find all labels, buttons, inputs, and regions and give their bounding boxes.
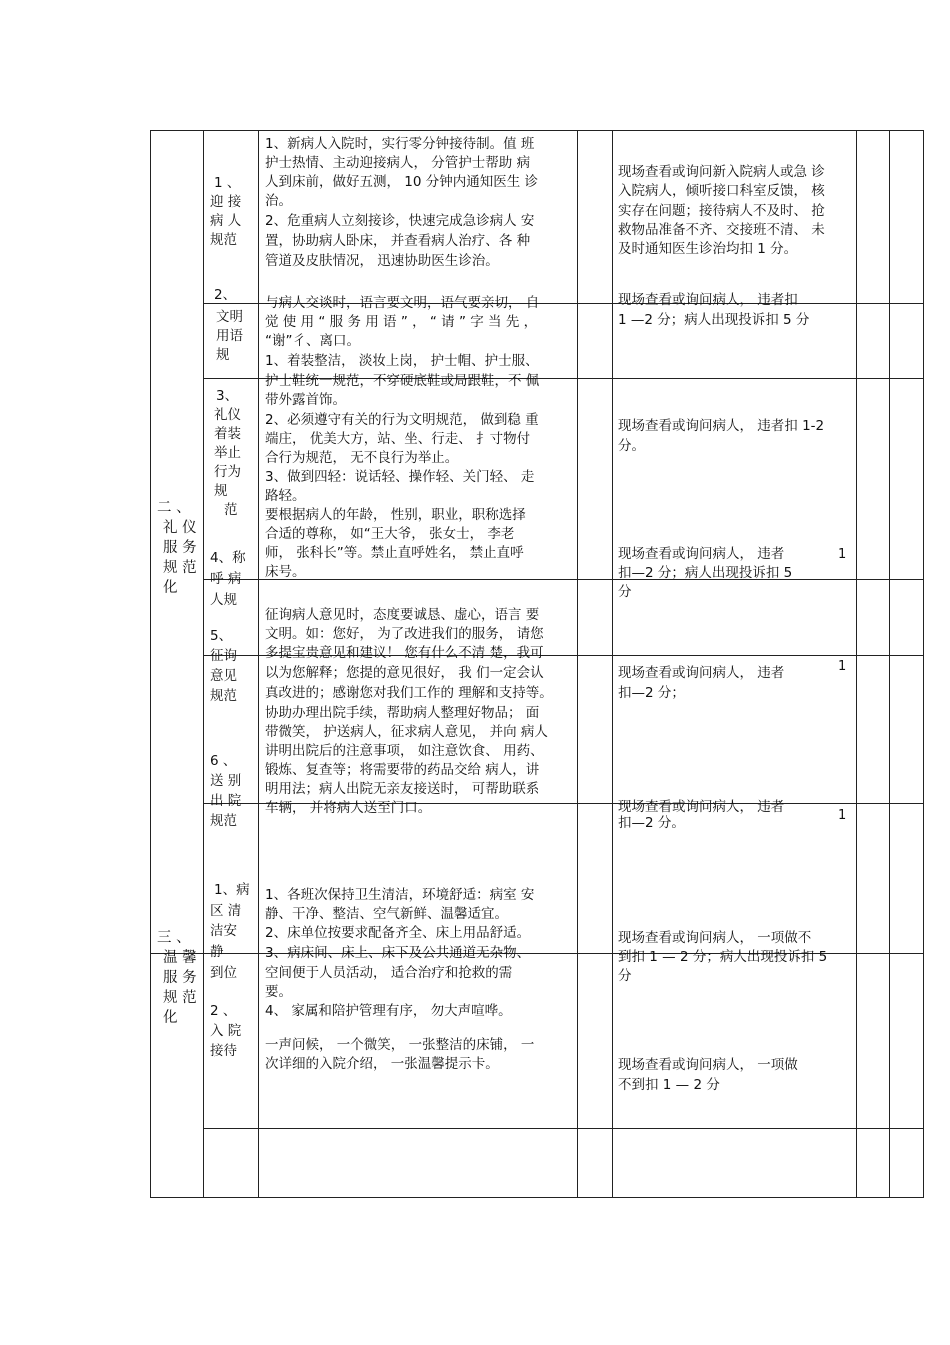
method-line: 现场查看或询问病人， 一项做	[618, 1057, 798, 1073]
content-line: 2、床单位按要求配备齐全、床上用品舒适。	[265, 925, 531, 941]
content-line: 3、做到四轻：说话轻、操作轻、关门轻、 走	[265, 469, 535, 485]
content-line: 人到床前，做好五测， 10 分钟内通知医生 诊	[265, 174, 539, 190]
method-line: 现场查看或询问病人， 违者扣 1-2	[618, 418, 825, 434]
content-line: 协助办理出院手续，帮助病人整理好物品； 面	[265, 705, 540, 721]
method-line: 分	[618, 968, 632, 984]
content-line: 空间便于人员活动， 适合治疗和抢救的需	[265, 965, 513, 981]
item-label-line: 人规	[210, 592, 237, 608]
item-label-line: 范	[224, 502, 238, 518]
method-line: 实存在问题；接待病人不及时、 抢	[618, 203, 825, 219]
method-line: 现场查看或询问病人， 违者	[618, 546, 785, 562]
content-line: 征询病人意见时，态度要诚恳、虚心，语言 要	[265, 607, 540, 623]
item-label-line: 送 别	[210, 773, 242, 789]
item-label-line: 迎 接	[210, 194, 242, 210]
item-label-line: 5、	[210, 628, 233, 644]
content-line: 护士鞋统一规范，不穿硬底鞋或局跟鞋，不 佩	[265, 373, 540, 389]
item-label-line: 文明	[216, 309, 243, 325]
content-line: 2、必须遵守有关的行为文明规范， 做到稳 重	[265, 412, 539, 428]
content-line: 路轻。	[265, 488, 306, 504]
item-label-line: 用语	[216, 328, 243, 344]
method-line: 入院病人，倾听接口科室反馈， 核	[618, 183, 825, 199]
item-label-line: 举止	[214, 445, 241, 461]
item-label-line: 入 院	[210, 1023, 242, 1039]
content-line: 4、 家属和陪护管理有序， 勿大声喧哗。	[265, 1003, 512, 1019]
method-line: 分。	[618, 438, 645, 454]
method-line: 到扣 1 — 2 分；病人出现投诉扣 5	[618, 949, 828, 965]
content-line: 与病人交谈时，语言要文明，语气要亲切， 自	[265, 295, 540, 311]
item-label-line: 行为	[214, 464, 241, 480]
content-line: 真改进的；感谢您对我们工作的 理解和支持等。	[265, 685, 553, 701]
item-label-line: 意见	[210, 668, 237, 684]
item-label-line: 规范	[210, 813, 237, 829]
score-value: 1	[838, 547, 847, 562]
content-line: 合行为规范， 无不良行为举止。	[265, 450, 459, 466]
item-label-line: 呼 病	[210, 571, 242, 587]
item-label-line: 规范	[210, 232, 237, 248]
item-label-line: 4、称	[210, 550, 246, 566]
content-line: 1、各班次保持卫生清洁，环境舒适：病室 安	[265, 887, 535, 903]
content-line: 置，协助病人卧床， 并查看病人治疗、各 种	[265, 233, 531, 249]
item-label-line: 区 清	[210, 903, 242, 919]
item-label-line: 病 人	[210, 213, 242, 229]
item-label-line: 礼仪	[214, 407, 241, 423]
method-line: 及时通知医生诊治均扣 1 分。	[618, 241, 798, 257]
section-title-line: 服 务	[163, 970, 197, 986]
item-label-line: 2 、	[210, 1003, 237, 1019]
content-line: 讲明出院后的注意事项， 如注意饮食、 用药、	[265, 743, 544, 759]
method-line: 扣—2 分；	[618, 685, 685, 701]
section-title-line: 规 范	[163, 990, 197, 1006]
method-line: 救物品准备不齐、交接班不清、 未	[618, 222, 825, 238]
content-line: 锻炼、复查等；将需要带的药品交给 病人，讲	[265, 762, 540, 778]
item-label-line: 1、病	[214, 882, 250, 898]
content-line: 2、危重病人立刻接诊，快速完成急诊病人 安	[265, 213, 535, 229]
section-title-line: 化	[163, 580, 178, 596]
content-line: 3、病床间、床上、床下及公共通道无杂物、	[265, 945, 531, 961]
section-title-line: 服 务	[163, 540, 197, 556]
content-line: 师， 张科长”等。禁止直呼姓名， 禁止直呼	[265, 545, 524, 561]
content-line: 一声问候， 一个微笑， 一张整洁的床铺， 一	[265, 1037, 535, 1053]
item-label-line: 征询	[210, 648, 237, 664]
content-line: 1、着装整洁， 淡妆上岗， 护士帽、护士服、	[265, 353, 539, 369]
item-label-line: 到位	[210, 965, 237, 981]
section-title-line: 礼 仪	[163, 520, 197, 536]
content-line: 床号。	[265, 564, 306, 580]
method-line: 现场查看或询问新入院病人或急 诊	[618, 164, 825, 180]
method-line: 扣—2 分；病人出现投诉扣 5	[618, 565, 793, 581]
section-title-line: 化	[163, 1010, 178, 1026]
item-label-line: 6 、	[210, 753, 237, 769]
content-line: 以为您解释；您提的意见很好， 我 们一定会认	[265, 665, 544, 681]
content-line: 次详细的入院介绍， 一张温馨提示卡。	[265, 1056, 499, 1072]
item-label-line: 规	[214, 483, 228, 499]
item-label-line: 规	[216, 347, 230, 363]
content-line: 管道及皮肤情况， 迅速协助医生诊治。	[265, 253, 499, 269]
method-line: 现场查看或询问病人， 违者	[618, 665, 785, 681]
content-line: 车辆， 并将病人送至门口。	[265, 800, 432, 816]
content-line: 治。	[265, 193, 292, 209]
content-line: 护士热情、主动迎接病人， 分管护士帮助 病	[265, 155, 531, 171]
item-label-line: 接待	[210, 1043, 237, 1059]
content-line: 文明。如：您好， 为了改进我们的服务， 请您	[265, 626, 544, 642]
item-label-line: 静	[210, 944, 224, 960]
content-line: 觉 使 用 “ 服 务 用 语 ” ， “ 请 ” 字 当 先 ，	[265, 314, 538, 330]
item-label-line: 着装	[214, 426, 241, 442]
method-line: 现场查看或询问病人， 违者扣	[618, 292, 798, 308]
score-value: 1	[838, 808, 847, 823]
content-line: 带外露首饰。	[265, 392, 346, 408]
content-line: 合适的尊称， 如“王大爷， 张女士， 李老	[265, 526, 515, 542]
content-line: 要根据病人的年龄， 性别，职业，职称选择	[265, 507, 526, 523]
content-line: “谢”彳、离口。	[265, 333, 360, 349]
section-title-line: 规 范	[163, 560, 197, 576]
content-line: 明用法；病人出院无亲友接送时， 可帮助联系	[265, 781, 540, 797]
section-number: 三 、	[157, 930, 191, 946]
method-line: 现场查看或询问病人， 一项做不	[618, 930, 812, 946]
content-line: 静、干净、整洁、空气新鲜、温馨适宜。	[265, 906, 508, 922]
item-label-line: 2、	[214, 287, 237, 303]
item-label-line: 3、	[216, 388, 239, 404]
method-line: 分	[618, 584, 632, 600]
content-line: 端庄， 优美大方，站、坐、行走、 扌寸物付	[265, 431, 531, 447]
score-value: 1	[838, 659, 847, 674]
method-line: 1 —2 分；病人出现投诉扣 5 分	[618, 312, 810, 328]
item-label-line: 1 、	[214, 175, 241, 191]
content-line: 要。	[265, 984, 292, 1000]
section-number: 二 、	[157, 500, 191, 516]
method-line: 扣—2 分。	[618, 815, 685, 831]
item-label-line: 洁安	[210, 923, 237, 939]
item-label-line: 出 院	[210, 793, 242, 809]
content-line: 1、新病人入院时，实行零分钟接待制。值 班	[265, 136, 535, 152]
section-title-line: 温 馨	[163, 950, 197, 966]
method-line: 不到扣 1 — 2 分	[618, 1077, 720, 1093]
item-label-line: 规范	[210, 688, 237, 704]
method-line: 现场查看或询问病人， 违者	[618, 799, 785, 815]
content-line: 带微笑， 护送病人，征求病人意见， 并向 病人	[265, 724, 548, 740]
content-line: 多提宝贵意见和建议！ 您有什么不清 楚，我可	[265, 645, 544, 661]
